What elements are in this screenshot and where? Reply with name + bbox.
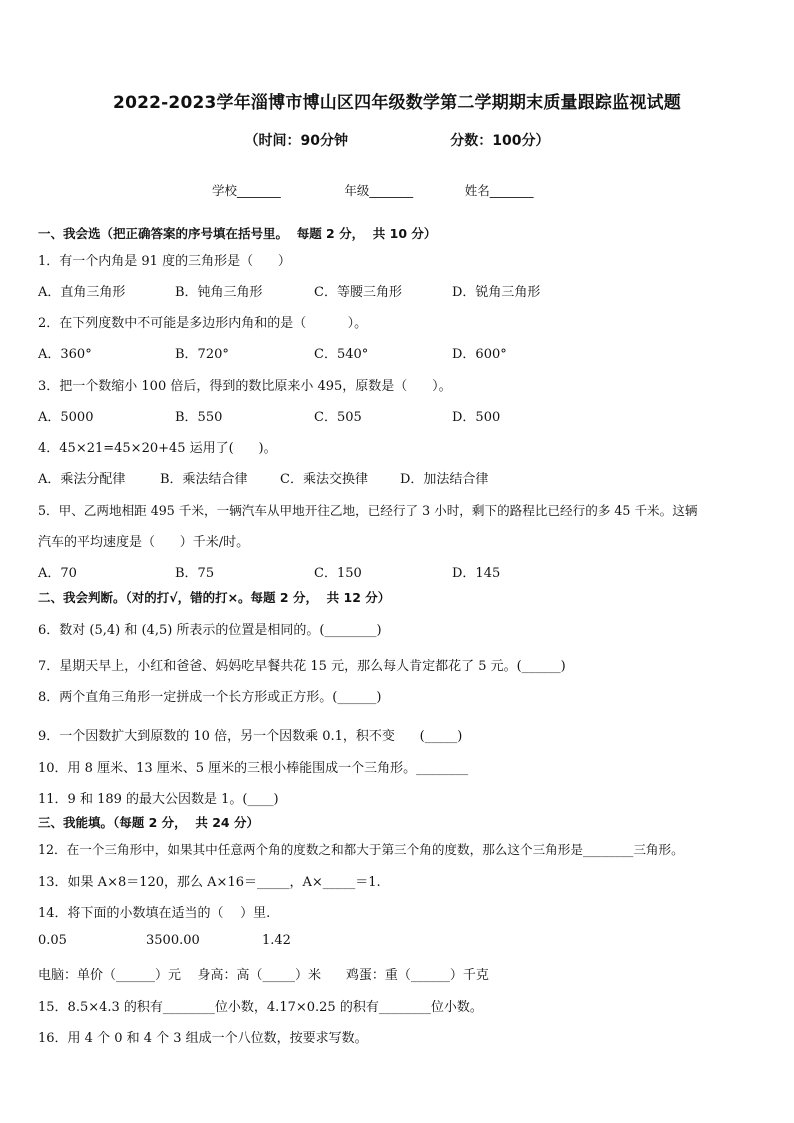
question-14: 14．将下面的小数填在适当的（ ）里. bbox=[38, 906, 271, 921]
question-14-fill-line: 电脑：单价（______）元 身高：高（_____）米 鸡蛋：重（______）千克 bbox=[38, 968, 489, 983]
number-item: 1.42 bbox=[262, 933, 291, 948]
number-item: 0.05 bbox=[38, 933, 67, 948]
question-9: 9．一个因数扩大到原数的 10 倍，另一个因数乘 0.1，积不变 (_____) bbox=[38, 729, 463, 744]
question-1: 1．有一个内角是 91 度的三角形是（ ） bbox=[38, 254, 291, 269]
question-5-line-1: 5．甲、乙两地相距 495 千米，一辆汽车从甲地开往乙地，已经行了 3 小时，剩下的路程比已经行的多 45 千米。这辆 bbox=[38, 503, 698, 518]
option-d: D．加法结合律 bbox=[400, 472, 489, 487]
option-c: C．乘法交换律 bbox=[280, 472, 368, 487]
exam-title: 2022-2023学年淄博市博山区四年级数学第二学期期末质量跟踪监视试题 bbox=[113, 93, 681, 113]
question-13: 13．如果 A×8＝120，那么 A×16＝_____，A×_____＝1. bbox=[38, 875, 381, 890]
question-10: 10．用 8 厘米、13 厘米、5 厘米的三根小棒能围成一个三角形。________ bbox=[38, 761, 469, 776]
option-d: D．145 bbox=[452, 566, 501, 581]
question-8: 8．两个直角三角形一定拼成一个长方形或正方形。(______) bbox=[38, 690, 382, 705]
question-3: 3．把一个数缩小 100 倍后，得到的数比原来小 495，原数是（ ）。 bbox=[38, 379, 452, 394]
option-c: C．150 bbox=[314, 566, 362, 581]
number-item: 3500.00 bbox=[146, 933, 200, 948]
option-d: D．600° bbox=[452, 347, 507, 362]
option-a: A．5000 bbox=[38, 410, 94, 425]
option-d: D．锐角三角形 bbox=[452, 285, 541, 300]
question-6: 6．数对 (5,4) 和 (4,5) 所表示的位置是相同的。(________) bbox=[38, 623, 382, 638]
option-a: A．70 bbox=[38, 566, 77, 581]
option-b: B．550 bbox=[175, 410, 223, 425]
question-12: 12．在一个三角形中，如果其中任意两个角的度数之和都大于第三个角的度数，那么这个三角形是________三角形。 bbox=[38, 842, 684, 857]
option-b: B．75 bbox=[175, 566, 215, 581]
question-11: 11．9 和 189 的最大公因数是 1。(____) bbox=[38, 792, 279, 807]
exam-subtitle: （时间：90分钟 分数：100分） bbox=[244, 133, 550, 149]
option-c: C．等腰三角形 bbox=[314, 285, 402, 300]
question-5-line-2: 汽车的平均速度是（ ）千米/时。 bbox=[38, 535, 250, 550]
section-2-heading: 二、我会判断。（对的打√，错的打×。每题 2 分， 共 12 分） bbox=[38, 590, 391, 605]
question-2: 2．在下列度数中不可能是多边形内角和的是（ ）。 bbox=[38, 316, 368, 331]
section-1-heading: 一、我会选（把正确答案的序号填在括号里。 每题 2 分， 共 10 分） bbox=[38, 226, 437, 241]
option-c: C．540° bbox=[314, 347, 369, 362]
option-a: A．360° bbox=[38, 347, 92, 362]
option-c: C．505 bbox=[314, 410, 362, 425]
option-d: D．500 bbox=[452, 410, 501, 425]
question-7: 7．星期天早上，小红和爸爸、妈妈吃早餐共花 15 元，那么每人肯定都花了 5 元。(______) bbox=[38, 659, 566, 674]
option-a: A．乘法分配律 bbox=[38, 472, 126, 487]
question-15: 15．8.5×4.3 的积有________位小数，4.17×0.25 的积有________位小数。 bbox=[38, 1000, 483, 1015]
option-b: B．乘法结合律 bbox=[160, 472, 248, 487]
option-a: A．直角三角形 bbox=[38, 285, 126, 300]
option-b: B．钝角三角形 bbox=[175, 285, 263, 300]
section-3-heading: 三、我能填。（每题 2 分， 共 24 分） bbox=[38, 815, 259, 830]
question-16: 16．用 4 个 0 和 4 个 3 组成一个八位数，按要求写数。 bbox=[38, 1031, 368, 1046]
question-4: 4．45×21=45×20+45 运用了( )。 bbox=[38, 441, 277, 456]
student-info-line: 学校_______ 年级_______ 姓名_______ bbox=[212, 183, 534, 198]
option-b: B．720° bbox=[175, 347, 229, 362]
